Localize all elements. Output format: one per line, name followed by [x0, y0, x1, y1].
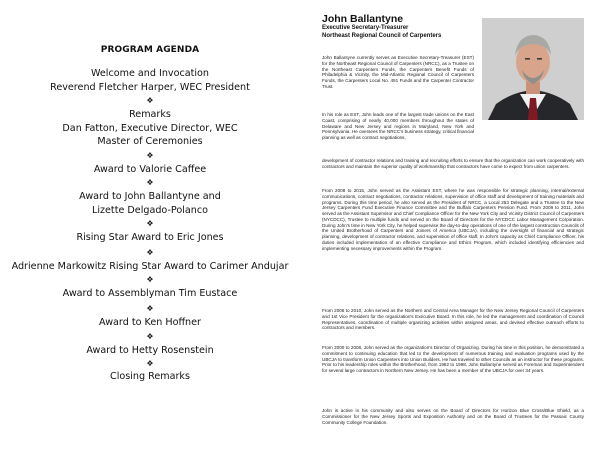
agenda-item: Dan Fatton, Executive Director, WEC — [62, 122, 238, 134]
agenda-item: Award to Valorie Caffee — [93, 163, 207, 175]
agenda-item: Rising Star Award to Eric Jones — [76, 232, 224, 243]
bio-paragraph: From 2006 to 2010, John served as the Northern and Central Area Manager for the New Jersey Regional Council of Carpenters and 1st Vice President for the organization's Executive Board. In this role, he led the management and coordination of Council Representatives, coordination of multiple organizing activities within assigned areas, and devised effective outreach efforts to contractors and members. — [322, 308, 584, 331]
agenda-list — [0, 67, 300, 383]
bio-paragraph: development of contractor relations and training and recruiting efforts to ensure that the organization can work cooperatively with contractors and maintain the superior quality of workmanship that contractors have come to expect from union carpenters. — [322, 158, 584, 169]
bio-paragraph: From 2008 to 2015, John served as the Assistant EST, where he was responsible for strategic planning, internal/external communications, contract negotiations, contractor relations, supervision of office staff and development of training materials and programs. During this time period, he also served as the President of NRCC, a Local 253 Delegate and a Trustee to the New Jersey Carpenters Fund Executive Finance Committee and the Buffalo Carpenters Pension Fund. From 2009 to 2011, John served as the Assistant Supervisor and Chief Compliance Officer for the New York City and Vicinity District Council of Carpenters (NYCDCC), Trustee to multiple funds and served on the Board of Directors for the NYCDCC Labor Management Corporation. During John's time in New York City, he helped supervise the day-to-day operations of one of the largest construction Councils of the United Brotherhood of Carpenters and Joiners of America (UBCJA), including the oversight of financial and strategic planning, development of contractor relations, and supervision of office staff. In John's capacity as Chief Compliance Officer, his duties included implementation of an effective Compliance and Ethics Program, which included identifying efficiencies and implementing necessary improvements within the Program. — [322, 188, 584, 251]
bio-paragraph: John Ballantyne currently serves as Executive Secretary-Treasurer (EST) for the Northeast Regional Council of Carpenters (NRCC), as a Trustee on the Northeast Carpenters Funds, the Carpenters Benefit Funds of Philadelphia & Vicinity, the Mid-Atlantic Regional Council of Carpenters Funds, the Carpenters Local No. 491 Funds and the Carpenter Contractor Trust. — [322, 55, 474, 89]
agenda-item: Lizette Delgado-Polanco — [91, 204, 209, 216]
bio-title: Executive Secretary-Treasurer — [322, 25, 409, 31]
agenda-item: Remarks — [129, 109, 171, 120]
diamond-separator-icon: ❖ — [146, 96, 154, 105]
agenda-item: Closing Remarks — [110, 370, 190, 382]
agenda-title: PROGRAM AGENDA — [100, 45, 200, 55]
agenda-item: Award to Ken Hoffner — [99, 316, 201, 328]
bio-name: John Ballantyne — [322, 13, 404, 25]
diamond-separator-icon: ❖ — [146, 150, 154, 160]
diamond-separator-icon: ❖ — [146, 219, 154, 228]
bio-paragraph: John is active in his community and also serves on the Board of Directors for Horizon Blue Cross/Blue Shield, as a Commissioner for the New Jersey Sports and Exposition Authority and on the Board of Trustees for the Passaic County Community College Foundation. — [322, 408, 584, 425]
agenda-item: Adrienne Markowitz Rising Star Award to Carimer Andujar — [11, 260, 289, 272]
agenda-item: Award to Assemblyman Tim Eustace — [62, 288, 238, 299]
bio-organization: Northeast Regional Council of Carpenters — [322, 32, 442, 39]
agenda-item: Reverend Fletcher Harper, WEC President — [50, 81, 250, 93]
diamond-separator-icon: ❖ — [146, 358, 154, 368]
portrait-illustration — [482, 18, 584, 120]
diamond-separator-icon: ❖ — [146, 178, 154, 187]
diamond-separator-icon: ❖ — [146, 332, 154, 341]
bio-header — [322, 13, 472, 40]
agenda-item: Award to Hetty Rosenstein — [86, 345, 214, 356]
agenda-item: Award to John Ballantyne and — [79, 191, 221, 202]
portrait-photo-icon — [482, 18, 584, 120]
agenda-item: Master of Ceremonies — [97, 136, 203, 147]
diamond-separator-icon: ❖ — [146, 275, 154, 284]
bio-page — [300, 0, 600, 450]
agenda-item: Welcome and Invocation — [90, 68, 210, 79]
bio-paragraph: From 2000 to 2008, John served as the organization's Director of Organizing. During his time in this position, he demonstrated a commitment to continuing education that led to the development of numerous training and evaluation programs used by the UBCJA to transform Union Carpenters into Union Builders. He has traveled to other Councils as an instructor for these programs. Prior to his leadership roles within the Brotherhood, from 1982 to 1998, John Ballantyne served as Foreman and Superintendent for several large contractors in Northern New Jersey. He has been a member of the UBCJA for over 34 years. — [322, 345, 584, 373]
diamond-separator-icon: ❖ — [146, 303, 154, 313]
diamond-separator-icon: ❖ — [146, 247, 154, 257]
bio-paragraph: In his role as EST, John leads one of the largest trade unions on the East Coast, comprising of nearly 40,000 members throughout the states of Delaware and New Jersey and regions in Maryland, New York and Pennsylvania. He oversees the NRCC's business strategy, critical financial planning as well as contract negotiations, — [322, 112, 474, 140]
